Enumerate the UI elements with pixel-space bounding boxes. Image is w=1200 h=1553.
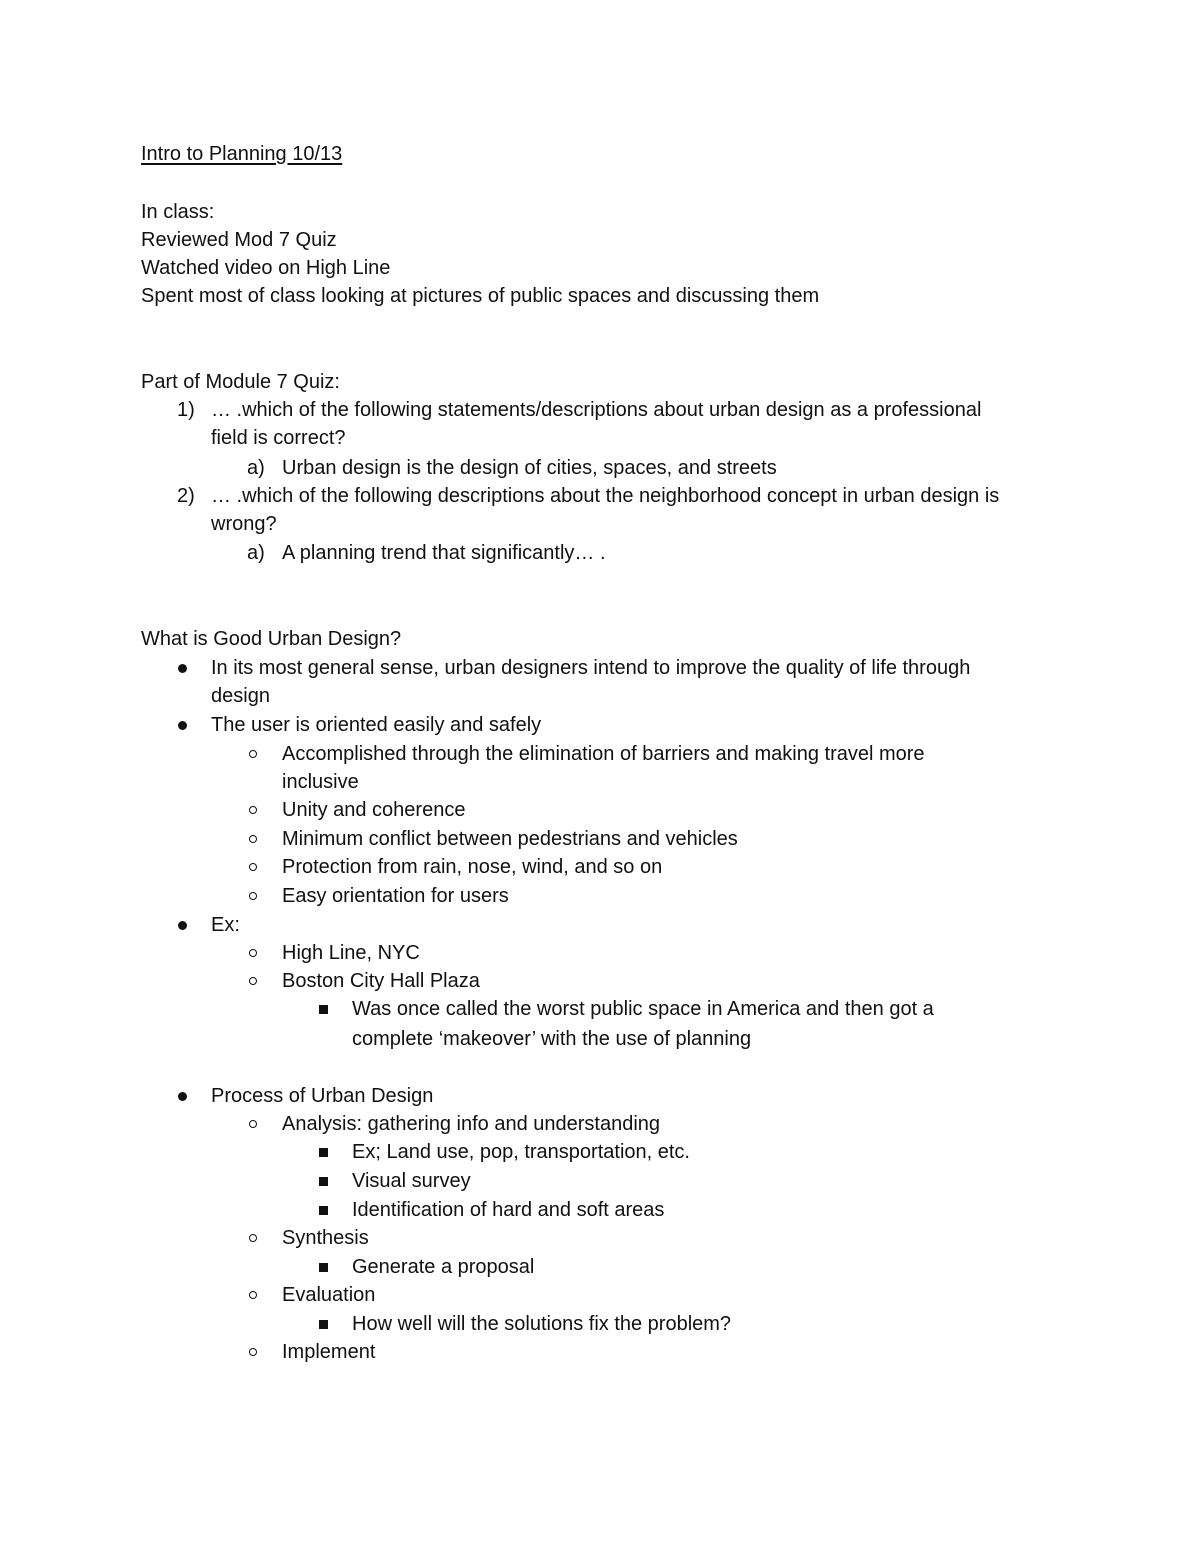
square-bullet-icon — [319, 1005, 328, 1014]
in-class-item: Watched video on High Line — [141, 257, 391, 279]
circle-bullet-icon — [249, 806, 257, 814]
circle-bullet-icon — [249, 949, 257, 957]
square-bullet-icon — [319, 1320, 328, 1329]
in-class-heading: In class: — [141, 201, 215, 223]
sub-bullet-text: Implement — [282, 1341, 376, 1363]
sub-bullet-text: Boston City Hall Plaza — [282, 970, 480, 992]
sub-sub-bullet-text: Visual survey — [352, 1170, 471, 1192]
bullet-icon — [178, 921, 187, 930]
sub-bullet-text: Protection from rain, nose, wind, and so on — [282, 856, 663, 878]
sub-bullet-text: Analysis: gathering info and understanding — [282, 1113, 661, 1135]
square-bullet-icon — [319, 1148, 328, 1157]
bullet-icon — [178, 721, 187, 730]
sub-bullet-text: Evaluation — [282, 1284, 376, 1306]
list-number: 1) — [177, 399, 195, 421]
bullet-icon — [178, 1092, 187, 1101]
circle-bullet-icon — [249, 863, 257, 871]
quiz-answer-text: A planning trend that significantly… . — [282, 542, 606, 564]
list-letter: a) — [247, 457, 265, 479]
square-bullet-icon — [319, 1206, 328, 1215]
list-letter: a) — [247, 542, 265, 564]
circle-bullet-icon — [249, 750, 257, 758]
circle-bullet-icon — [249, 1120, 257, 1128]
quiz-heading: Part of Module 7 Quiz: — [141, 371, 340, 393]
sub-bullet-text: Minimum conflict between pedestrians and vehicles — [282, 828, 738, 850]
bullet-icon — [178, 664, 187, 673]
square-bullet-icon — [319, 1177, 328, 1186]
sub-sub-bullet-text: Generate a proposal — [352, 1256, 535, 1278]
circle-bullet-icon — [249, 892, 257, 900]
sub-sub-bullet-text: Identification of hard and soft areas — [352, 1199, 665, 1221]
sub-sub-bullet-text: complete ‘makeover’ with the use of planning — [352, 1028, 752, 1050]
quiz-question-text: … .which of the following statements/descriptions about urban design as a professional — [211, 399, 982, 421]
quiz-answer-text: Urban design is the design of cities, spaces, and streets — [282, 457, 777, 479]
sub-bullet-text: Accomplished through the elimination of barriers and making travel more — [282, 743, 925, 765]
sub-bullet-text: inclusive — [282, 771, 359, 793]
in-class-item: Spent most of class looking at pictures of public spaces and discussing them — [141, 285, 820, 307]
sub-sub-bullet-text: Ex; Land use, pop, transportation, etc. — [352, 1141, 690, 1163]
list-number: 2) — [177, 485, 195, 507]
sub-bullet-text: High Line, NYC — [282, 942, 420, 964]
circle-bullet-icon — [249, 977, 257, 985]
bullet-text: Ex: — [211, 914, 240, 936]
section-heading: What is Good Urban Design? — [141, 628, 402, 650]
page-title: Intro to Planning 10/13 — [141, 143, 343, 165]
circle-bullet-icon — [249, 1348, 257, 1356]
bullet-text: design — [211, 685, 270, 707]
quiz-question-text: … .which of the following descriptions about the neighborhood concept in urban design is — [211, 485, 1000, 507]
square-bullet-icon — [319, 1263, 328, 1272]
sub-sub-bullet-text: How well will the solutions fix the problem? — [352, 1313, 732, 1335]
bullet-text: The user is oriented easily and safely — [211, 714, 542, 736]
sub-bullet-text: Easy orientation for users — [282, 885, 509, 907]
quiz-question-text: field is correct? — [211, 427, 346, 449]
in-class-item: Reviewed Mod 7 Quiz — [141, 229, 337, 251]
circle-bullet-icon — [249, 1234, 257, 1242]
sub-bullet-text: Unity and coherence — [282, 799, 466, 821]
bullet-text: Process of Urban Design — [211, 1085, 434, 1107]
sub-bullet-text: Synthesis — [282, 1227, 369, 1249]
bullet-text: In its most general sense, urban designers intend to improve the quality of life through — [211, 657, 971, 679]
circle-bullet-icon — [249, 835, 257, 843]
quiz-question-text: wrong? — [211, 513, 277, 535]
circle-bullet-icon — [249, 1291, 257, 1299]
sub-sub-bullet-text: Was once called the worst public space in America and then got a — [352, 998, 934, 1020]
